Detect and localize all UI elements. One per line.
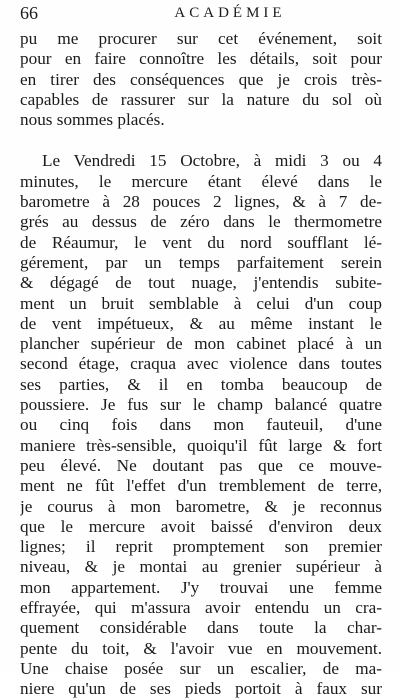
body-text [20, 29, 382, 700]
text-line: grés au dessus de zéro dans le thermometre [20, 212, 382, 232]
text-line: Une chaise posée sur un escalier, de ma- [20, 658, 382, 678]
text-line: Le Vendredi 15 Octobre, à midi 3 ou 4 [42, 151, 382, 171]
text-line: barometre à 28 pouces 2 lignes, & à 7 de- [20, 192, 382, 212]
text-line: plancher supérieur de mon cabinet placé à un [20, 334, 382, 354]
text-line: second étage, craqua avec violence dans toutes [20, 354, 382, 374]
text-line: poussiere. Je fus sur le champ balancé quatre [20, 395, 382, 415]
text-line: peu élevé. Ne doutant pas que ce mouve- [20, 455, 382, 475]
text-line: quement considérable dans toute la char- [20, 618, 382, 638]
text-line: & dégagé de tout nuage, j'entendis subite- [20, 273, 382, 293]
text-line: capables de rassurer sur la nature du sol où [20, 89, 382, 109]
text-line: niveau, & je montai au grenier supérieur à [20, 557, 382, 577]
text-line: de Réaumur, le vent du nord soufflant lé- [20, 232, 382, 252]
text-line: en tirer des conséquences que je crois très- [20, 69, 382, 89]
text-line: effrayée, qui m'assura avoir entendu un cra- [20, 598, 382, 618]
text-line: ment ne fût l'effet d'un tremblement de terre, [20, 476, 382, 496]
text-line: mon appartement. J'y trouvai une femme [20, 577, 382, 597]
text-line: lignes; il reprit promptement son premier [20, 537, 382, 557]
text-line: maniere très-sensible, quoiqu'il fût large & fort [20, 435, 382, 455]
text-line: que le mercure avoit baissé d'environ deux [20, 516, 382, 536]
text-line: niere qu'un de ses pieds portoit à faux sur [20, 679, 382, 699]
text-line: de vent impétueux, & au même instant le [20, 313, 382, 333]
text-line: gérement, par un temps parfaitement serein [20, 252, 382, 272]
text-line: nous sommes placés. [20, 110, 165, 130]
text-line: ses parties, & il en tomba beaucoup de [20, 374, 382, 394]
text-line: pu me procurer sur cet événement, soit [20, 29, 382, 48]
text-line: ment un bruit semblable à celui d'un coup [20, 293, 382, 313]
running-head: ACADÉMIE [174, 5, 286, 21]
text-line: je courus à mon barometre, & je reconnus [20, 496, 382, 516]
text-line: pente du toit, & l'avoir vue en mouvement. [20, 638, 382, 658]
page-header [20, 3, 382, 23]
text-line: minutes, le mercure étant élevé dans le [20, 171, 382, 191]
text-line: pour en faire connoître les détails, soit pour [20, 49, 382, 69]
page-number: 66 [20, 3, 38, 23]
text-line: ou cinq fois dans mon fauteuil, d'une [20, 415, 382, 435]
